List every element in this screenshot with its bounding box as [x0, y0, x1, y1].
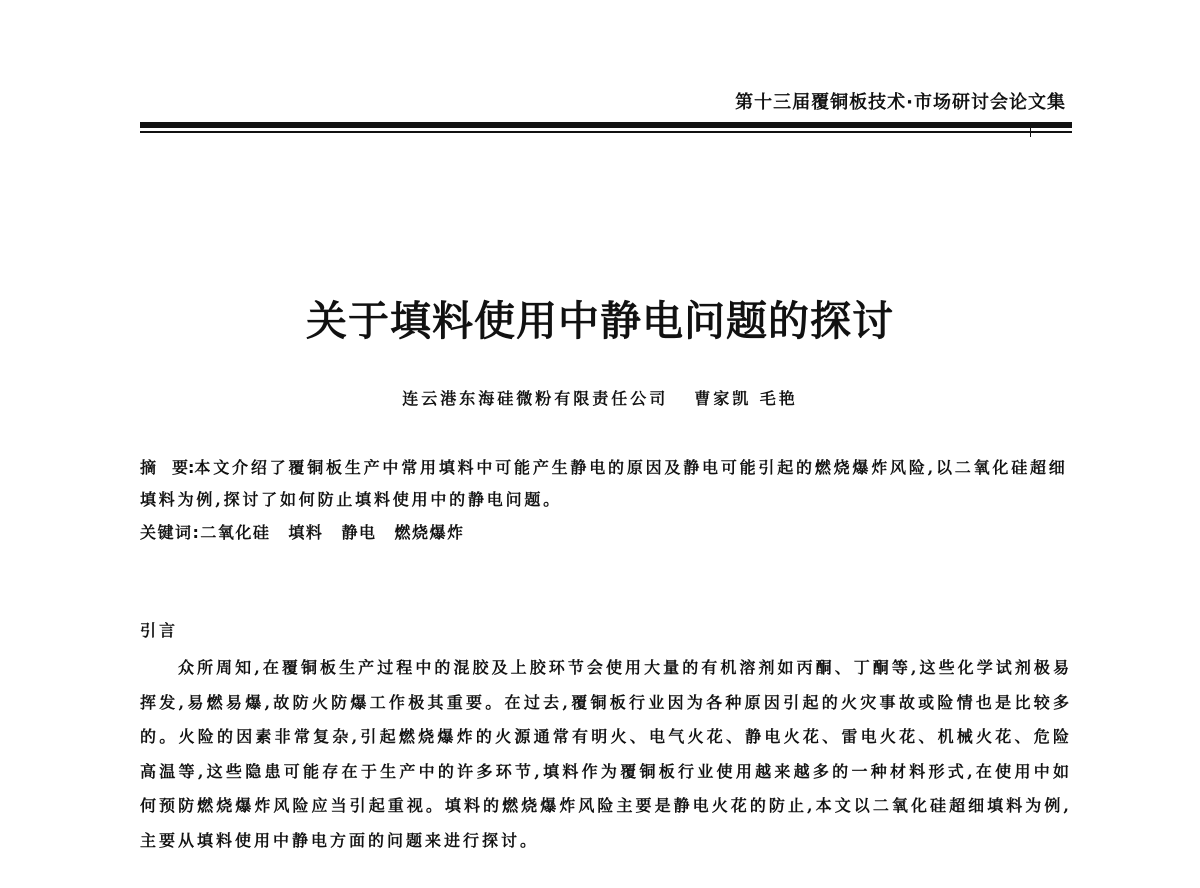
authors: 曹家凯 毛艳 — [694, 389, 798, 408]
abstract-text: 本文介绍了覆铜板生产中常用填料中可能产生静电的原因及静电可能引起的燃烧爆炸风险,以二氧化硅超细填料为例,探讨了如何防止填料使用中的静电问题。 — [140, 458, 1068, 509]
header-rule-thin — [140, 131, 1072, 133]
byline — [0, 386, 1200, 409]
running-header: 第十三届覆铜板技术·市场研讨会论文集 — [735, 92, 1066, 113]
keyword: 燃烧爆炸 — [394, 523, 465, 542]
keyword: 填料 — [288, 523, 324, 542]
header-rule-tick — [1030, 128, 1031, 137]
affiliation: 连云港东海硅微粉有限责任公司 — [402, 389, 669, 408]
abstract-label: 摘 要: — [140, 458, 195, 477]
keyword: 静电 — [341, 523, 377, 542]
header-rule-thick — [140, 122, 1072, 128]
body-paragraph: 众所周知,在覆铜板生产过程中的混胶及上胶环节会使用大量的有机溶剂如丙酮、丁酮等,这些化学试剂极易挥发,易燃易爆,故防火防爆工作极其重要。在过去,覆铜板行业因为各种原因引起的火灾事故或险情也是比较多的。火险的因素非常复杂,引起燃烧爆炸的火源通常有明火、电气火花、静电火花、雷电火花、机械火花、危险高温等,这些隐患可能存在于生产中的许多环节,填料作为覆铜板行业使用越来越多的一种材料形式,在使用中如何预防燃烧爆炸风险应当引起重视。填料的燃烧爆炸风险主要是静电火花的防止,本文以二氧化硅超细填料为例,主要从填料使用中静电方面的问题来进行探讨。 — [140, 658, 1072, 850]
abstract — [140, 452, 1072, 516]
section-heading: 引言 — [140, 621, 179, 640]
keywords-label: 关键词: — [140, 523, 201, 542]
keywords — [140, 518, 1072, 548]
keyword: 二氧化硅 — [200, 523, 271, 542]
paper-title: 关于填料使用中静电问题的探讨 — [306, 297, 894, 345]
